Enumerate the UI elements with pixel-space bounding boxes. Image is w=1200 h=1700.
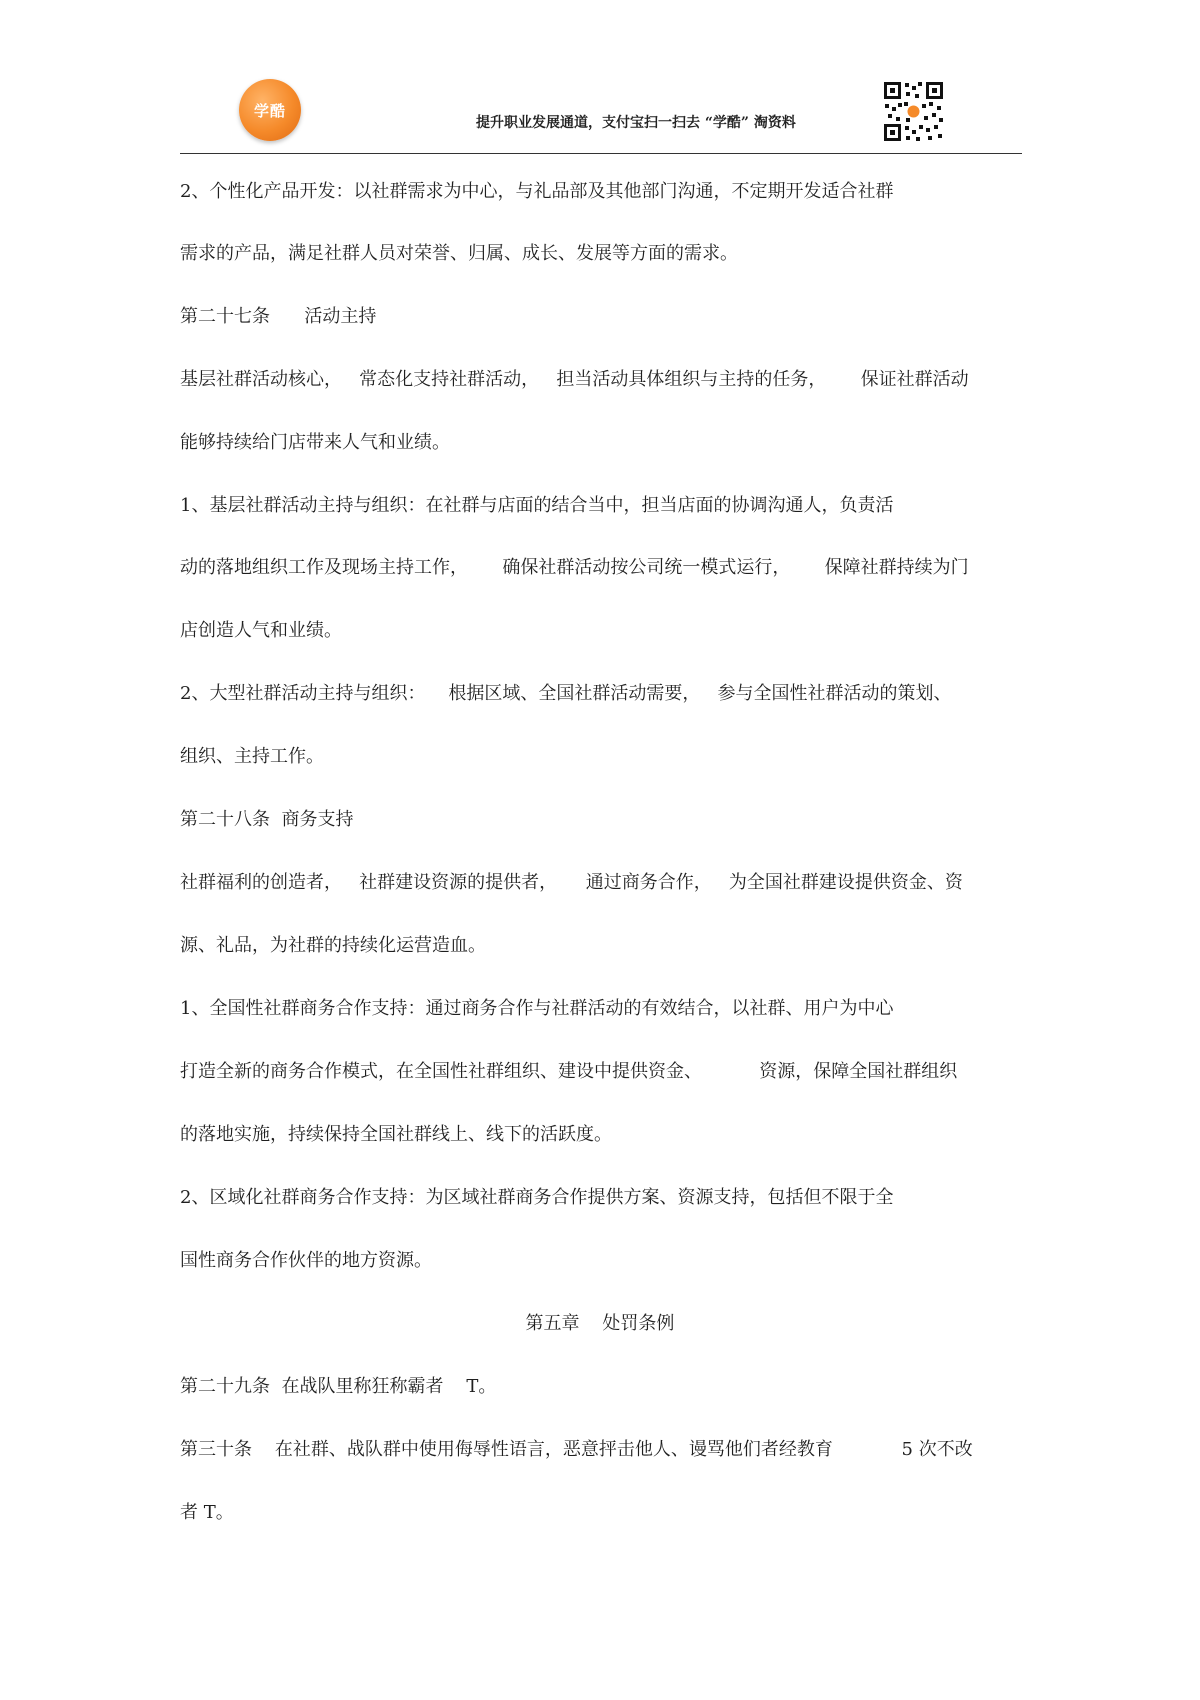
paragraph-line: 组织、主持工作。 bbox=[180, 746, 324, 767]
header-tagline: 提升职业发展通道，支付宝扫一扫去 “学酷” 淘资料 bbox=[476, 115, 796, 131]
paragraph-line: 的落地实施，持续保持全国社群线上、线下的活跃度。 bbox=[180, 1124, 612, 1145]
brand-logo bbox=[239, 79, 301, 141]
paragraph-line: 者 T。 bbox=[180, 1502, 234, 1523]
paragraph-line: 国性商务合作伙伴的地方资源。 bbox=[180, 1250, 432, 1271]
paragraph-line: 需求的产品，满足社群人员对荣誉、归属、成长、发展等方面的需求。 bbox=[180, 243, 738, 264]
paragraph-line: 基层社群活动核心， 常态化支持社群活动， 担当活动具体组织与主持的任务， 保证社群活动 bbox=[180, 369, 969, 390]
logo-text: 学酷 bbox=[253, 101, 286, 120]
paragraph-line: 1、全国性社群商务合作支持：通过商务合作与社群活动的有效结合，以社群、用户为中心 bbox=[180, 998, 894, 1019]
article-heading: 第二十八条 商务支持 bbox=[180, 809, 354, 830]
paragraph-line: 1、基层社群活动主持与组织：在社群与店面的结合当中，担当店面的协调沟通人，负责活 bbox=[180, 495, 894, 516]
paragraph-line: 2、区域化社群商务合作支持：为区域社群商务合作提供方案、资源支持，包括但不限于全 bbox=[180, 1187, 894, 1208]
page-header bbox=[0, 0, 1200, 160]
paragraph-line: 第三十条 在社群、战队群中使用侮辱性语言，恶意抨击他人、谩骂他们者经教育 5 次不改 bbox=[180, 1439, 973, 1460]
paragraph-line: 能够持续给门店带来人气和业绩。 bbox=[180, 432, 450, 453]
paragraph-line: 社群福利的创造者， 社群建设资源的提供者， 通过商务合作， 为全国社群建设提供资金、资 bbox=[180, 872, 963, 893]
paragraph-line: 动的落地组织工作及现场主持工作， 确保社群活动按公司统一模式运行， 保障社群持续为门 bbox=[180, 557, 969, 578]
article-heading: 第二十七条 活动主持 bbox=[180, 306, 377, 327]
paragraph-line: 打造全新的商务合作模式，在全国性社群组织、建设中提供资金、 资源，保障全国社群组织 bbox=[180, 1061, 958, 1082]
paragraph-line: 店创造人气和业绩。 bbox=[180, 620, 342, 641]
chapter-heading: 第五章 处罚条例 bbox=[525, 1313, 675, 1334]
paragraph-line: 2、个性化产品开发：以社群需求为中心，与礼品部及其他部门沟通，不定期开发适合社群 bbox=[180, 181, 894, 202]
qr-code-icon bbox=[882, 80, 945, 143]
header-divider bbox=[180, 153, 1022, 154]
article-heading: 第二十九条 在战队里称狂称霸者 T。 bbox=[180, 1376, 497, 1397]
paragraph-line: 源、礼品，为社群的持续化运营造血。 bbox=[180, 935, 486, 956]
paragraph-line: 2、大型社群活动主持与组织： 根据区域、全国社群活动需要， 参与全国性社群活动的策划、 bbox=[180, 683, 952, 704]
